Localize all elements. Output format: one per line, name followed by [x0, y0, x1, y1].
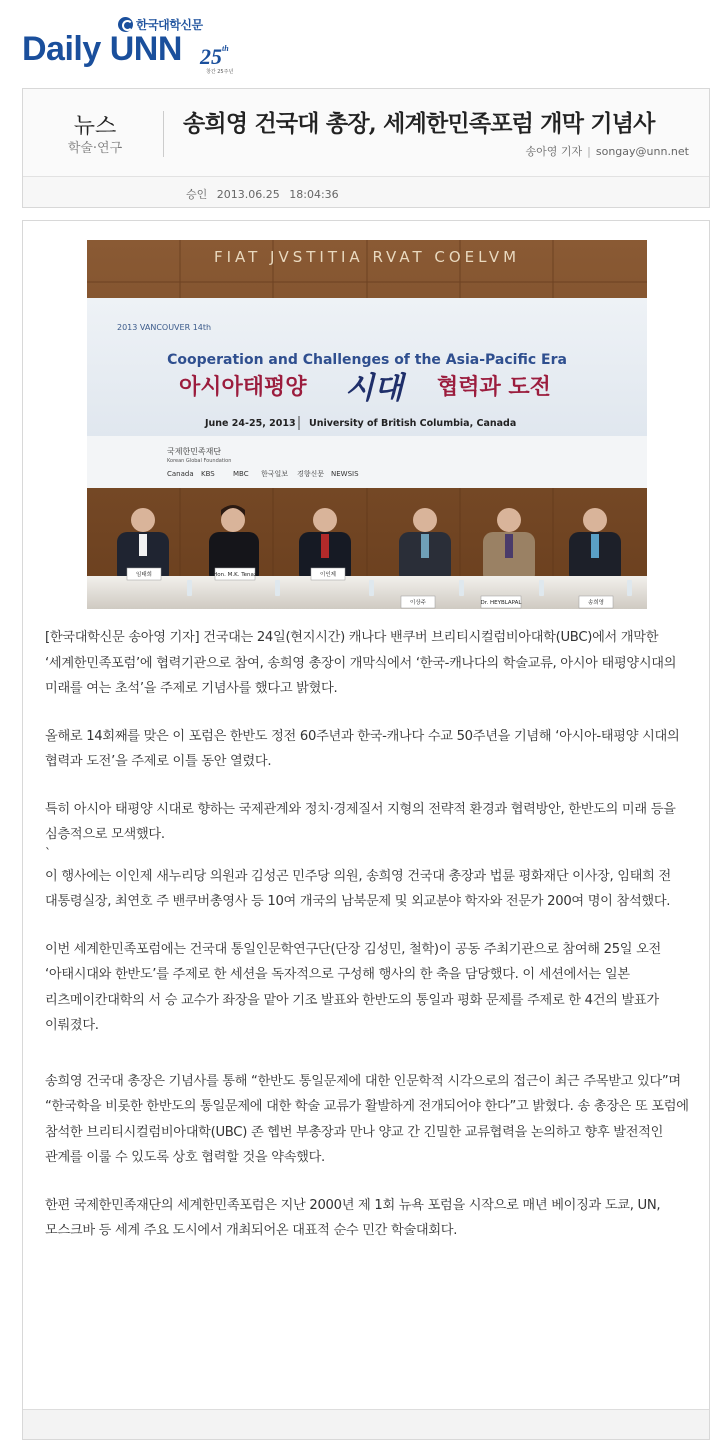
subsection-name[interactable]: 학술·연구: [67, 141, 123, 156]
site-logo[interactable]: [22, 14, 252, 74]
sponsor-6: NEWSIS: [331, 470, 359, 478]
banner-org: 국제한민족재단: [167, 447, 222, 456]
nameplate-6: 송희영: [588, 600, 604, 606]
article-paragraph: 올해로 14회째를 맞은 이 포럼은 한반도 정전 60주년과 한국-캐나다 수교 50주년을 기념해 ‘아시아-태평양 시대의 협력과 도전’을 주제로 이틀 동안 열렸다.: [45, 728, 680, 769]
banner-title-ko-3: 협력과 도전: [437, 375, 551, 400]
banner-title-en: Cooperation and Challenges of the Asia-Pacific Era: [167, 352, 567, 368]
stray-character: `: [45, 845, 51, 860]
approval-label: 승인: [186, 188, 208, 201]
byline: [526, 143, 690, 159]
article-paragraph: 송희영 건국대 총장은 기념사를 통해 “한반도 통일문제에 대한 인문학적 시각으로의 접근이 최근 주목받고 있다”며 “한국학을 비롯한 한반도의 통일문제에 대한 학술 교류가 활발하게 전개되어야 한다”고 밝혔다. 송 총장은 또 포럼에 참석한 브리티시컬럼비아대학(UBC) 존 헵번 부총장과 만나 양교 간 긴밀한 교류협력을 논의하고 향후 발전적인 관계를 이룰 수 있도록 상호 협력할 것을 약속했다.: [45, 1073, 689, 1165]
article-header-top: [23, 89, 709, 177]
sponsor-3: MBC: [233, 470, 249, 478]
logo-wordmark: Daily UNN: [22, 30, 182, 68]
article-text: [45, 625, 691, 1244]
nameplate-2: Hon. M.K. Tenaz: [213, 572, 257, 578]
article-photo: [87, 240, 647, 609]
sponsor-4: 한국일보: [261, 470, 289, 478]
sponsor-2: KBS: [201, 470, 215, 478]
anniversary-number: 25: [200, 44, 222, 69]
article-paragraph: 이 행사에는 이인제 새누리당 의원과 김성곤 민주당 의원, 송희영 건국대 총장과 법륜 평화재단 이사장, 임태희 전 대통령실장, 최연호 주 밴쿠버총영사 등 10여 개국의 남북문제 및 외교분야 학자와 전문가 200여 명이 참석했다.: [45, 868, 671, 909]
nameplate-3: 이인제: [320, 572, 336, 578]
article-header: [22, 88, 710, 208]
article-body: [22, 220, 710, 1440]
article-paragraph: 특히 아시아 태평양 시대로 향하는 국제관계와 정치·경제질서 지형의 전략적 환경과 협력방안, 한반도의 미래 등을 심층적으로 모색했다.: [45, 801, 676, 842]
reporter-email[interactable]: songay@unn.net: [595, 145, 689, 158]
banner-title-ko-2: 시대: [345, 371, 403, 406]
approval-dateline: [186, 186, 339, 202]
article-paragraph: [한국대학신문 송아영 기자] 건국대는 24일(현지시간) 캐나다 밴쿠버 브리티시컬럼비아대학(UBC)에서 개막한 ‘세계한민족포럼’에 협력기관으로 참여, 송희영 총장이 개막식에서 ‘한국-캐나다의 학술교류, 아시아 태평양시대의 미래를 여는 초석’을 주제로 기념사를 했다고 밝혔다.: [45, 630, 677, 696]
banner-venue: University of British Columbia, Canada: [309, 418, 517, 429]
banner-title-ko-1: 아시아태평양: [179, 375, 307, 400]
header-divider: [163, 111, 164, 157]
forum-photo-illustration: [87, 240, 647, 609]
section-name[interactable]: 뉴스: [73, 114, 117, 139]
nameplate-4: 이상주: [410, 600, 426, 606]
logo-korean-name: 한국대학신문: [136, 18, 203, 32]
anniversary-badge: [200, 44, 229, 70]
panel-table: [87, 576, 647, 609]
sponsor-5: 경향신문: [297, 470, 325, 478]
banner-event: 2013 VANCOUVER 14th: [117, 323, 212, 332]
anniversary-suffix: th: [222, 44, 229, 53]
article-paragraph: 이번 세계한민족포럼에는 건국대 통일인문학연구단(단장 김성민, 철학)이 공동 주최기관으로 참여해 25일 오전 ‘아태시대와 한반도’를 주제로 한 세션을 독자적으로 구성해 행사의 한 축을 담당했다. 이 세션에서는 일본 리츠메이칸대학의 서 승 교수가 좌장을 맡아 기조 발표와 한반도의 통일과 평화 문제를 주제로 한 4건의 발표가 이뤄졌다.: [45, 941, 662, 1033]
banner-date: June 24-25, 2013: [205, 418, 296, 429]
article-title: 송희영 건국대 총장, 세계한민족포럼 개막 기념사: [183, 110, 655, 137]
logo-tagline: 창간 25주년: [206, 69, 234, 75]
wall-motto: FIAT JVSTITIA RVAT COELVM: [213, 248, 521, 266]
approval-date: 2013.06.25: [216, 188, 280, 201]
banner-org-en: Korean Global Foundation: [167, 458, 232, 464]
article-footer-bar: [23, 1409, 709, 1439]
approval-time: 18:04:36: [289, 188, 339, 201]
reporter-name: 송아영 기자: [525, 145, 583, 158]
article-paragraph: 한편 국제한민족재단의 세계한민족포럼은 지난 2000년 제 1회 뉴욕 포럼을 시작으로 매년 베이징과 도쿄, UN, 모스크바 등 세계 주요 도시에서 개최되어온 대표적 순수 민간 학술대회다.: [45, 1197, 661, 1238]
sponsor-1: Canada: [167, 470, 194, 478]
nameplate-5: Dr. HEYBLAPAL: [480, 600, 522, 606]
nameplate-1: 임태희: [136, 572, 152, 578]
byline-separator: |: [587, 145, 591, 158]
